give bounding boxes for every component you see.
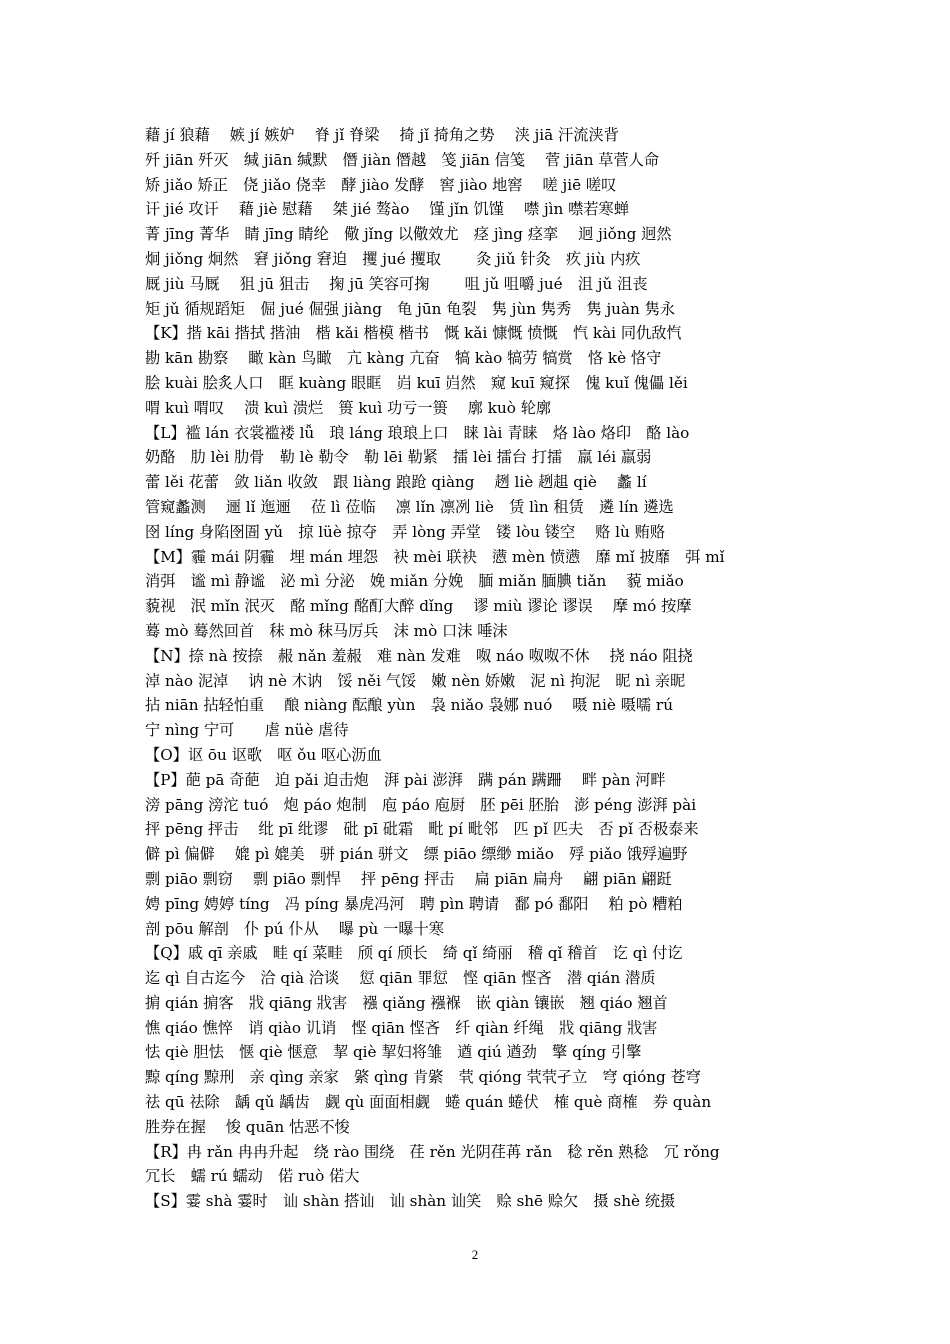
text-line: 【Q】戚 qī 亲戚 畦 qí 菜畦 颀 qí 颀长 绮 qǐ 绮丽 稽 qǐ 稽首 讫 qì 付讫 (145, 944, 683, 963)
text-line: 僻 pì 偏僻 媲 pì 媲美 骈 pián 骈文 缥 piāo 缥缈 miǎo 殍 piǎo 饿殍遍野 (145, 845, 688, 864)
text-line: 抨 pēng 抨击 纰 pī 纰谬 砒 pī 砒霜 毗 pí 毗邻 匹 pǐ 匹夫 否 pǐ 否极泰来 (145, 820, 699, 839)
text-line: 拈 niān 拈轻怕重 酿 niàng 酝酿 yùn 袅 niǎo 袅娜 nuó 嗫 niè 嗫嚅 rú (145, 696, 673, 715)
text-line: 管窥蠡测 逦 lǐ 迤逦 莅 lì 莅临 凛 lǐn 凛冽 liè 赁 lìn 租赁 遴 lín 遴选 (145, 497, 674, 516)
text-line: 喟 kuì 喟叹 溃 kuì 溃烂 篑 kuì 功亏一篑 廓 kuò 轮廓 (145, 398, 552, 417)
text-line: 剽 piāo 剽窃 剽 piāo 剽悍 抨 pēng 抨击 扁 piān 扁舟 翩 piān 翩跹 (145, 869, 672, 888)
text-line: 祛 qū 祛除 龋 qǔ 龋齿 觑 qù 面面相觑 蜷 quán 蜷伏 榷 què 商榷 券 quàn (145, 1093, 712, 1112)
text-line: 消弭 谧 mì 静谧 泌 mì 分泌 娩 miǎn 分娩 腼 miǎn 腼腆 tiǎn 藐 miǎo (145, 572, 684, 591)
text-line: 蓦 mò 蓦然回首 秣 mò 秣马厉兵 沫 mò 口沫 唾沫 (145, 621, 508, 640)
text-line: 【N】捺 nà 按捺 赧 nǎn 羞赧 难 nàn 发难 呶 náo 呶呶不休 挠 náo 阻挠 (145, 646, 693, 665)
text-line: 炯 jiǒng 炯然 窘 jiǒng 窘迫 攫 jué 攫取 灸 jiǔ 针灸 疚 jiù 内疚 (145, 249, 641, 268)
page-number: 2 (471, 1247, 479, 1262)
text-line: 奶酪 肋 lèi 肋骨 勒 lè 勒令 勒 lēi 勒紧 擂 lèi 擂台 打擂 羸 léi 羸弱 (145, 448, 652, 467)
text-line: 歼 jiān 歼灭 缄 jiān 缄默 僭 jiàn 僭越 笺 jiān 信笺 菅 jiān 草菅人命 (145, 150, 660, 169)
text-line: 藉 jí 狼藉 嫉 jí 嫉妒 脊 jǐ 脊梁 掎 jǐ 掎角之势 浃 jiā 汗流浃背 (145, 126, 619, 144)
text-line: 掮 qián 掮客 戕 qiāng 戕害 襁 qiǎng 襁褓 嵌 qiàn 镶嵌 翘 qiáo 翘首 (145, 993, 668, 1012)
text-line: 矩 jǔ 循规蹈矩 倔 jué 倔强 jiàng 龟 jūn 龟裂 隽 jùn 隽秀 隽 juàn 隽永 (145, 299, 676, 318)
text-line: 勘 kān 勘察 瞰 kàn 鸟瞰 亢 kàng 亢奋 犒 kào 犒劳 犒赏 恪 kè 恪守 (145, 349, 662, 368)
text-line: 讦 jié 攻讦 藉 jiè 慰藉 桀 jié 骜ào 馑 jǐn 饥馑 噤 jìn 噤若寒蝉 (145, 200, 629, 219)
text-line: 憔 qiáo 憔悴 诮 qiào 讥诮 悭 qiān 悭吝 纤 qiàn 纤绳 戕 qiāng 戕害 (145, 1018, 658, 1037)
text-line: 脍 kuài 脍炙人口 眶 kuàng 眼眶 岿 kuī 岿然 窥 kuī 窥探 傀 kuǐ 傀儡 lěi (145, 373, 688, 392)
text-line: 黥 qíng 黥刑 亲 qìng 亲家 綮 qìng 肯綮 茕 qióng 茕茕孑立 穹 qióng 苍穹 (145, 1068, 701, 1087)
text-line: 【M】霾 mái 阴霾 埋 mán 埋怨 袂 mèi 联袂 懑 mèn 愤懑 靡 mǐ 披靡 弭 mǐ (145, 547, 725, 566)
text-line: 胜券在握 悛 quān 怙恶不悛 (145, 1117, 350, 1136)
text-line: 娉 pīng 娉婷 tíng 冯 píng 暴虎冯河 聘 pìn 聘请 鄱 pó 鄱阳 粕 pò 糟粕 (145, 894, 683, 913)
text-line: 【K】揩 kāi 揩拭 揩油 楷 kǎi 楷模 楷书 慨 kǎi 慷慨 愤慨 忾 kài 同仇敌忾 (145, 324, 682, 343)
text-line: 剖 pōu 解剖 仆 pú 仆从 曝 pù 一曝十寒 (145, 919, 444, 938)
text-line: 矫 jiǎo 矫正 侥 jiǎo 侥幸 酵 jiào 发酵 窖 jiào 地窖 嗟 jiē 嗟叹 (145, 175, 617, 194)
text-line: 【R】冉 rǎn 冉冉升起 绕 rào 围绕 荏 rěn 光阴荏苒 rǎn 稔 rěn 熟稔 冗 rǒng (145, 1142, 720, 1161)
text-line: 【P】葩 pā 奇葩 迫 pǎi 迫击炮 湃 pài 澎湃 蹒 pán 蹒跚 畔 pàn 河畔 (145, 770, 666, 789)
text-line: 蕾 lěi 花蕾 敛 liǎn 收敛 跟 liàng 踉跄 qiàng 趔 liè 趔趄 qiè 蠡 lí (145, 473, 647, 492)
text-line: 淖 nào 泥淖 讷 nè 木讷 馁 něi 气馁 嫩 nèn 娇嫩 泥 nì 拘泥 昵 nì 亲昵 (145, 671, 686, 690)
text-line: 囹 líng 身陷囹圄 yǔ 掠 lüè 掠夺 弄 lòng 弄堂 镂 lòu 镂空 赂 lù 贿赂 (145, 522, 666, 541)
text-line: 怯 qiè 胆怯 惬 qiè 惬意 挈 qiè 挈妇将雏 遒 qiú 遒劲 擎 qíng 引擎 (145, 1043, 642, 1062)
text-line: 菁 jīng 菁华 睛 jīng 睛纶 儆 jǐng 以儆效尤 痉 jìng 痉挛 迥 jiǒng 迥然 (145, 225, 672, 244)
text-line: 藐视 泯 mǐn 泯灭 酩 mǐng 酩酊大醉 dǐng 谬 miù 谬论 谬误 摩 mó 按摩 (145, 597, 692, 616)
text-line: 【S】霎 shà 霎时 讪 shàn 搭讪 讪 shàn 讪笑 赊 shē 赊欠 摄 shè 统摄 (145, 1192, 676, 1211)
text-line: 【L】褴 lán 衣裳褴褛 lǚ 琅 láng 琅琅上口 睐 lài 青睐 烙 lào 烙印 酪 lào (145, 423, 690, 442)
text-line: 迄 qì 自古迄今 洽 qià 洽谈 愆 qiān 罪愆 悭 qiān 悭吝 潜 qián 潜质 (145, 969, 656, 988)
text-line: 宁 nìng 宁可 虐 nüè 虐待 (145, 721, 349, 740)
text-line: 【O】讴 ōu 讴歌 呕 ǒu 呕心沥血 (145, 745, 382, 764)
text-line: 冗长 蠕 rú 蠕动 偌 ruò 偌大 (145, 1167, 360, 1186)
pronunciation-list (145, 123, 785, 1214)
text-line: 厩 jiù 马厩 狙 jū 狙击 掬 jū 笑容可掬 咀 jǔ 咀嚼 jué 沮 jǔ 沮丧 (145, 274, 648, 293)
text-line: 滂 pāng 滂沱 tuó 炮 páo 炮制 庖 páo 庖厨 胚 pēi 胚胎 澎 péng 澎湃 pài (145, 795, 697, 814)
